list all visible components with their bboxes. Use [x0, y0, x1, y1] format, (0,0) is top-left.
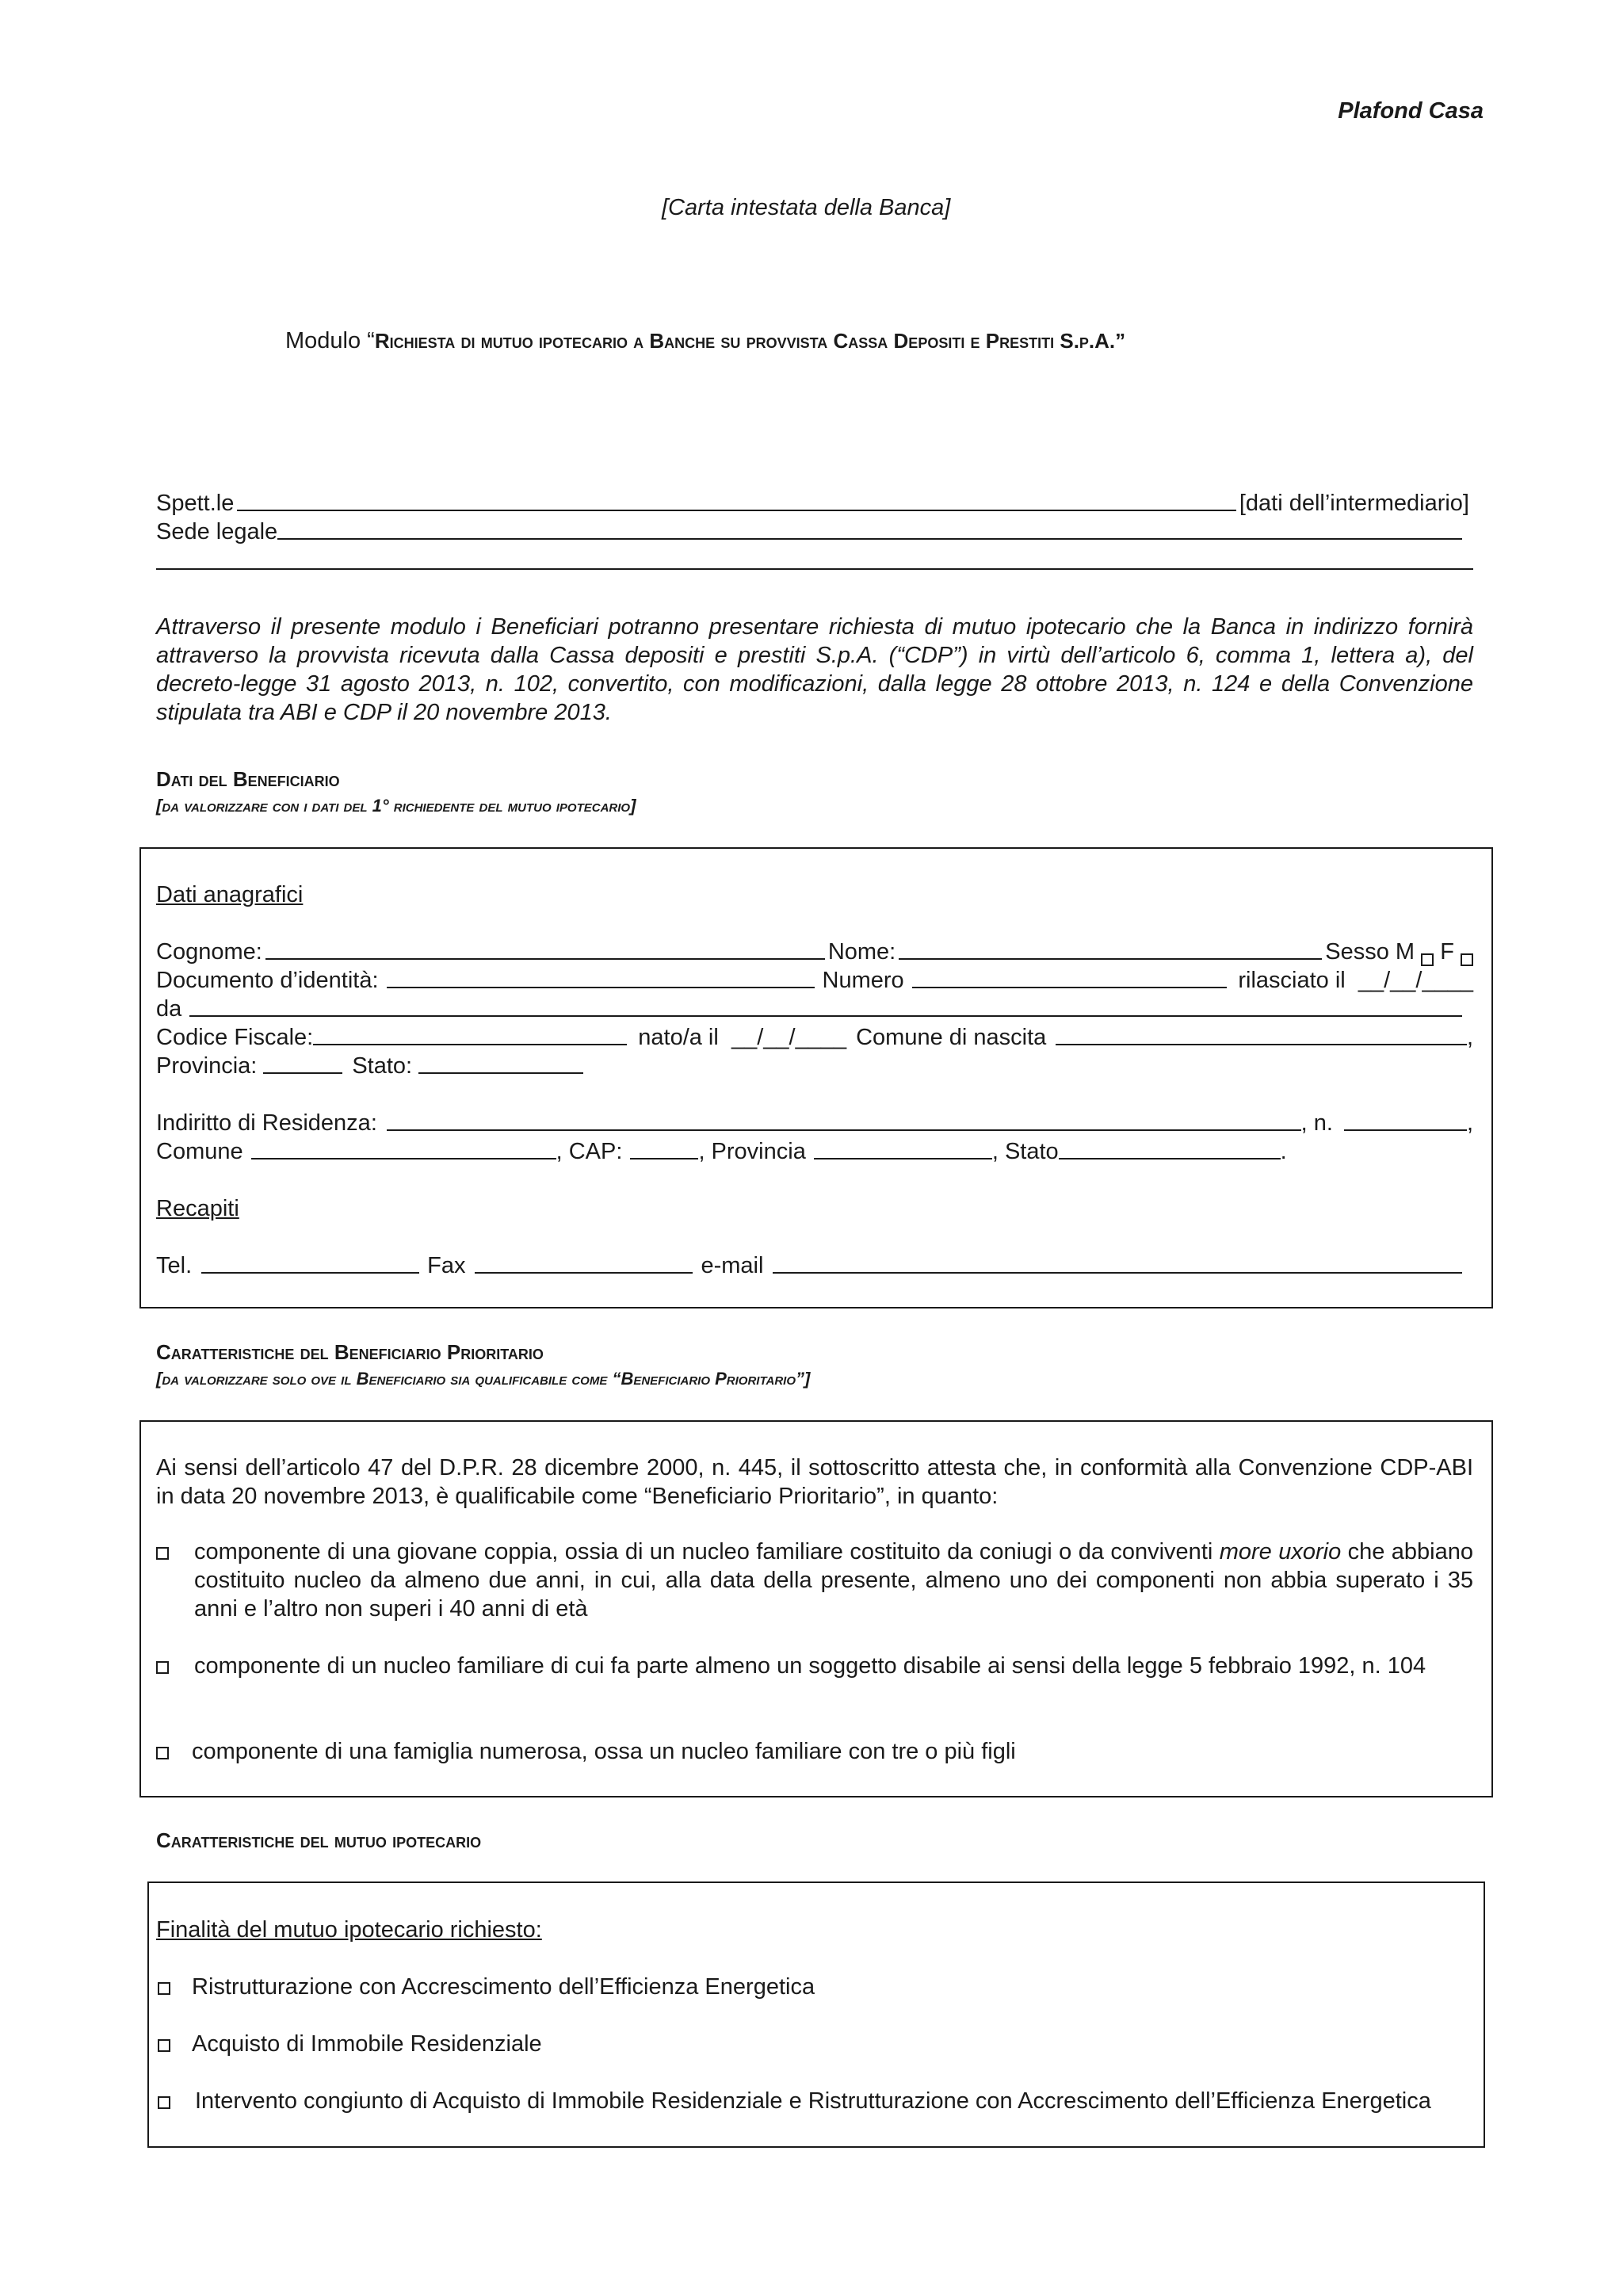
comma: ,: [1466, 1110, 1473, 1136]
email-label: e-mail: [701, 1253, 764, 1278]
name-row: [156, 938, 1473, 966]
priority-subheading: [da valorizzare solo ove il Beneficiario sia qualificabile come “Beneficiario Prioritario”]: [156, 1369, 811, 1389]
civico-field[interactable]: [1344, 1110, 1467, 1131]
mortgage-option1-checkbox[interactable]: [158, 1981, 170, 1996]
address-row: [156, 1109, 1473, 1137]
fiscal-row: [156, 1023, 1473, 1052]
priority-option1-text-b: che abbiano costituito nucleo da almeno due anni, in cui, alla data della presente, almeno uno dei componenti non abbia superato i 35 anni e l’altro non superi i 40 anni di età: [194, 1539, 1473, 1622]
sede-row: [156, 518, 1465, 546]
mortgage-option3: Intervento congiunto di Acquisto di Immobile Residenziale e Ristrutturazione con Accrescimento dell’Efficienza Energetica: [195, 2088, 1431, 2114]
module-title-text: Richiesta di mutuo ipotecario a Banche su provvista Cassa Depositi e Prestiti S.p.A.”: [374, 329, 1126, 353]
mortgage-option2-checkbox[interactable]: [158, 2038, 170, 2053]
priority-heading: Caratteristiche del Beneficiario Prioritario: [156, 1340, 544, 1364]
comune-field[interactable]: [251, 1139, 556, 1159]
cognome-label: Cognome:: [156, 939, 262, 965]
priority-option1-italic: more uxorio: [1219, 1539, 1342, 1564]
period: .: [1280, 1139, 1287, 1164]
nome-label: Nome:: [827, 939, 896, 965]
sesso-label: Sesso M: [1325, 939, 1415, 965]
personal-data-title: Dati anagrafici: [156, 882, 304, 907]
spett-label: Spett.le: [156, 491, 235, 516]
comune-label: Comune: [156, 1139, 243, 1164]
purpose-title: Finalità del mutuo ipotecario richiesto:: [156, 1917, 542, 1943]
tel-label: Tel.: [156, 1253, 193, 1278]
comune-nascita-label: Comune di nascita: [856, 1025, 1047, 1050]
nato-label: nato/a il: [638, 1025, 719, 1050]
provincia-label: Provincia:: [156, 1053, 258, 1079]
contacts-title: Recapiti: [156, 1196, 239, 1221]
mortgage-option3-checkbox[interactable]: [158, 2095, 170, 2110]
email-field[interactable]: [773, 1253, 1462, 1274]
nome-field[interactable]: [899, 939, 1322, 960]
documento-field[interactable]: [387, 968, 815, 988]
stato2-label: , Stato: [991, 1139, 1059, 1164]
module-prefix: Modulo “: [285, 328, 375, 353]
letterhead-placeholder: [Carta intestata della Banca]: [662, 195, 951, 220]
sede-label: Sede legale: [156, 519, 278, 544]
sesso-m-checkbox[interactable]: [1421, 953, 1434, 966]
stato-field[interactable]: [418, 1053, 583, 1074]
priority-option1-checkbox[interactable]: [156, 1546, 169, 1561]
sesso-f-checkbox[interactable]: [1461, 953, 1473, 966]
indirizzo-field[interactable]: [387, 1110, 1301, 1131]
da-row: [156, 995, 1465, 1023]
n-label: , n.: [1300, 1110, 1333, 1136]
provincia2-label: , Provincia: [698, 1139, 806, 1164]
fax-field[interactable]: [475, 1253, 693, 1274]
documento-label: Documento d’identità:: [156, 968, 379, 993]
stato2-field[interactable]: [1059, 1139, 1281, 1159]
intro-paragraph: Attraverso il presente modulo i Beneficiari potranno presentare richiesta di mutuo ipotecario che la Banca in indirizzo fornirà attraverso la provvista ricevuta dalla Cassa depositi e prestiti S.p.A. (“CDP”) in virtù dell’articolo 6, comma 1, lettera a), del decreto-legge 31 agosto 2013, n. 102, convertito, con modificazioni, dalla legge 28 ottobre 2013, n. 124 e della Convenzione stipulata tra ABI e CDP il 20 novembre 2013.: [156, 614, 1473, 725]
indirizzo-label: Indiritto di Residenza:: [156, 1110, 377, 1136]
sesso-f-label: F: [1440, 939, 1454, 965]
sede-field-line2[interactable]: [156, 568, 1473, 570]
mortgage-option2: Acquisto di Immobile Residenziale: [192, 2031, 542, 2057]
beneficiary-subheading: [da valorizzare con i dati del 1° richiedente del mutuo ipotecario]: [156, 796, 636, 816]
rilasciato-date[interactable]: __/__/____: [1358, 968, 1473, 993]
priority-option2: componente di un nucleo familiare di cui fa parte almeno un soggetto disabile ai sensi della legge 5 febbraio 1992, n. 104: [194, 1653, 1426, 1679]
mortgage-heading: Caratteristiche del mutuo ipotecario: [156, 1828, 482, 1852]
cognome-field[interactable]: [265, 939, 825, 960]
provincia-field[interactable]: [263, 1053, 342, 1074]
provincia-row: [156, 1052, 600, 1080]
rilasciato-label: rilasciato il: [1238, 968, 1346, 993]
spett-field[interactable]: [237, 491, 1236, 511]
numero-field[interactable]: [912, 968, 1228, 988]
spett-suffix: [dati dell’intermediario]: [1239, 491, 1469, 516]
beneficiary-heading: Dati del Beneficiario: [156, 767, 340, 791]
priority-option3: componente di una famiglia numerosa, ossa un nucleo familiare con tre o più figli: [192, 1739, 1016, 1764]
cap-label: , CAP:: [556, 1139, 623, 1164]
codice-fiscale-label: Codice Fiscale:: [156, 1025, 314, 1050]
provincia2-field[interactable]: [814, 1139, 992, 1159]
priority-intro: Ai sensi dell’articolo 47 del D.P.R. 28 dicembre 2000, n. 445, il sottoscritto attesta che, in conformità alla Convenzione CDP-ABI in data 20 novembre 2013, è qualificabile come “Beneficiario Prioritario”, in quanto:: [156, 1455, 1473, 1509]
sede-field[interactable]: [277, 519, 1462, 540]
codice-fiscale-field[interactable]: [313, 1025, 627, 1045]
numero-label: Numero: [822, 968, 904, 993]
nato-date[interactable]: __/__/____: [731, 1025, 847, 1050]
document-row: [156, 966, 1473, 995]
priority-option1: [194, 1538, 1473, 1623]
comma: ,: [1466, 1025, 1473, 1050]
priority-option3-checkbox[interactable]: [156, 1746, 169, 1760]
module-title: [285, 327, 1125, 355]
city-row: [156, 1137, 1305, 1166]
tel-field[interactable]: [201, 1253, 419, 1274]
da-field[interactable]: [189, 996, 1462, 1017]
stato-label: Stato:: [352, 1053, 413, 1079]
priority-option1-text-a: componente di una giovane coppia, ossia di un nucleo familiare costituito da coniugi o da conviventi: [194, 1539, 1220, 1564]
spett-row: [156, 489, 1469, 518]
priority-option2-checkbox[interactable]: [156, 1660, 169, 1675]
document-title: Plafond Casa: [1338, 98, 1484, 124]
fax-label: Fax: [427, 1253, 466, 1278]
comune-nascita-field[interactable]: [1056, 1025, 1467, 1045]
mortgage-option1: Ristrutturazione con Accrescimento dell’Efficienza Energetica: [192, 1974, 815, 2000]
contacts-row: [156, 1251, 1465, 1280]
cap-field[interactable]: [630, 1139, 698, 1159]
da-label: da: [156, 996, 182, 1022]
